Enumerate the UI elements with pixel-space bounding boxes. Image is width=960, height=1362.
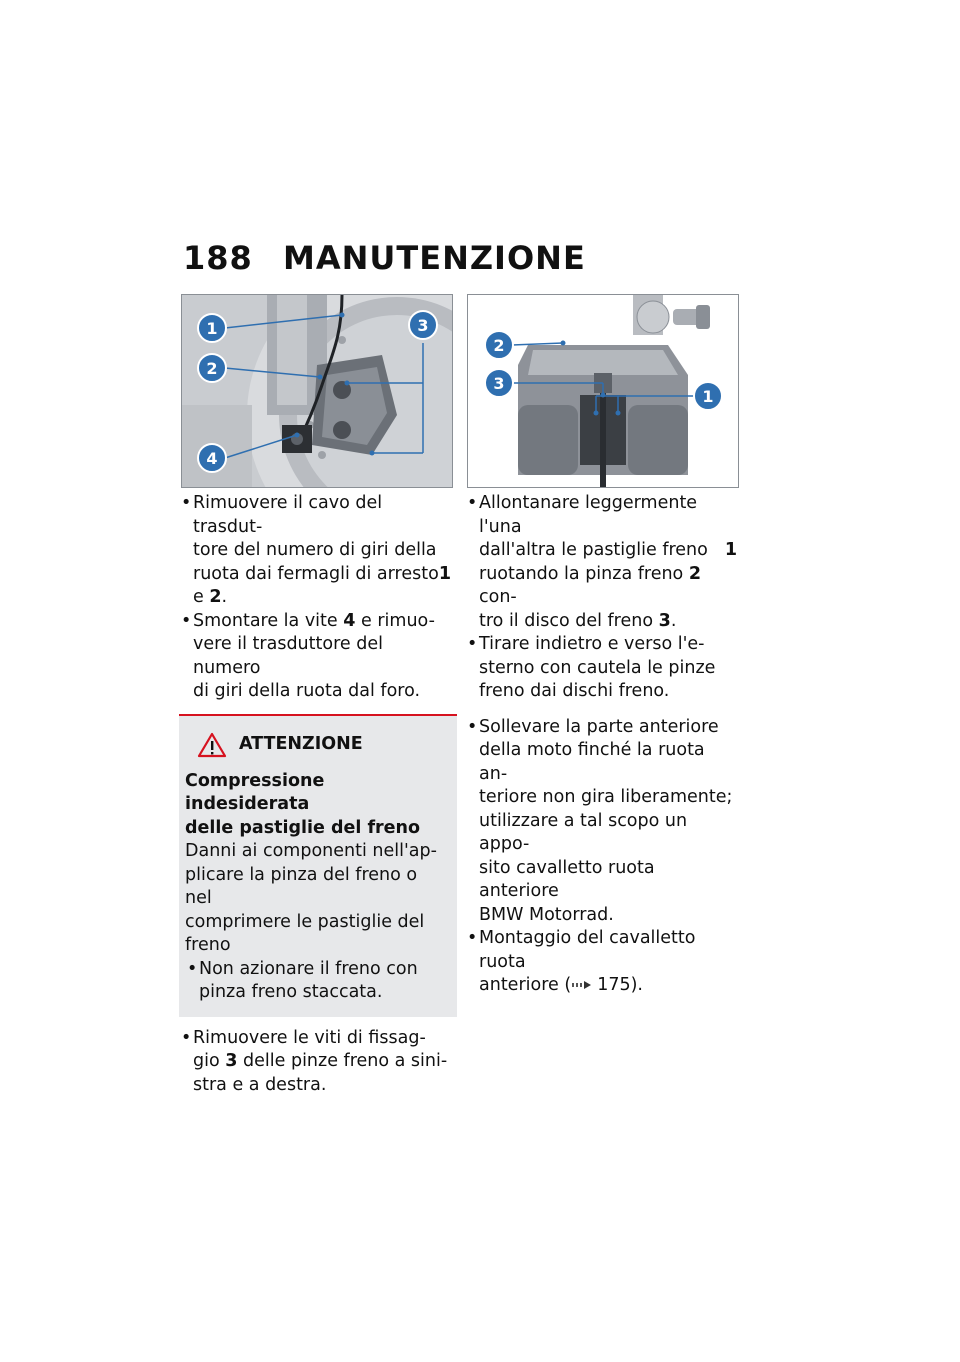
callout-4 [198,444,226,472]
brake-caliper-sensor-figure [181,294,453,488]
left-column [181,492,451,1097]
bullet-icon: • [467,716,478,737]
svg-text:4: 4 [206,449,218,468]
brake-caliper-pads-figure [467,294,739,488]
section-title: MANUTENZIONE [283,239,586,277]
callout-1 [198,314,226,342]
step-separate-pads: • Allontanare leggermente l'una dall'altra le pastiglie freno 1 ruotando la pinza freno 2 con- tro il disco del freno 3. [467,493,737,631]
callout-3 [409,311,437,339]
step-remove-screw: • Smontare la vite 4 e rimuo- vere il trasduttore del numero di giri della ruota dal foro. [181,610,435,701]
warning-box [179,714,457,1017]
callout-2 [485,331,513,359]
page-reference-arrow-icon [571,978,597,992]
svg-text:1: 1 [206,319,218,338]
svg-text:1: 1 [702,387,714,406]
page-header [183,236,586,280]
bullet-icon: • [181,493,192,513]
step-remove-caliper-screws: • Rimuovere le viti di fissag- gio 3 delle pinze freno a sini- stra e a destra. [181,1027,448,1095]
step-pull-calipers: • Tirare indietro e verso l'e- sterno con cautela le pinze freno dai dischi freno. [467,634,716,701]
warning-body: Danni ai componenti nell'ap- plicare la pinza del freno o nel comprimere le pastiglie del freno [185,841,437,955]
svg-text:3: 3 [493,374,505,393]
bullet-icon: • [467,928,478,948]
bullet-icon: • [467,493,478,513]
callout-overlay [182,295,452,487]
bullet-icon: • [181,610,192,631]
bullet-icon: • [467,634,478,654]
page-reference[interactable]: 175 [597,975,631,995]
step-remove-sensor-cable: • Rimuovere il cavo del trasdut- tore del numero di giri della ruota dai fermagli di arresto 1 e 2. [181,493,451,607]
warning-triangle-icon [197,732,227,758]
svg-text:2: 2 [206,359,218,378]
bullet-icon: • [187,958,198,979]
svg-text:2: 2 [493,336,505,355]
callout-1 [694,382,722,410]
svg-text:3: 3 [417,316,429,335]
bullet-icon: • [181,1027,192,1048]
warning-subtitle: Compressione indesiderata delle pastiglie del freno [185,770,421,838]
page-number: 188 [183,239,253,277]
right-column [467,492,737,998]
warning-item: • Non azionare il freno con pinza freno staccata. [187,958,418,1002]
callout-3 [485,369,513,397]
warning-title: ATTENZIONE [239,733,363,754]
step-mount-front-stand: • Montaggio del cavalletto ruota anteriore ( 175). [467,928,696,995]
callout-overlay [468,295,738,487]
callout-2 [198,354,226,382]
step-lift-motorcycle: • Sollevare la parte anteriore della moto finché la ruota an- teriore non gira liberamente; utilizzare a tal scopo un appo- sito cavalletto ruota anteriore BMW Motorrad. [467,716,733,925]
